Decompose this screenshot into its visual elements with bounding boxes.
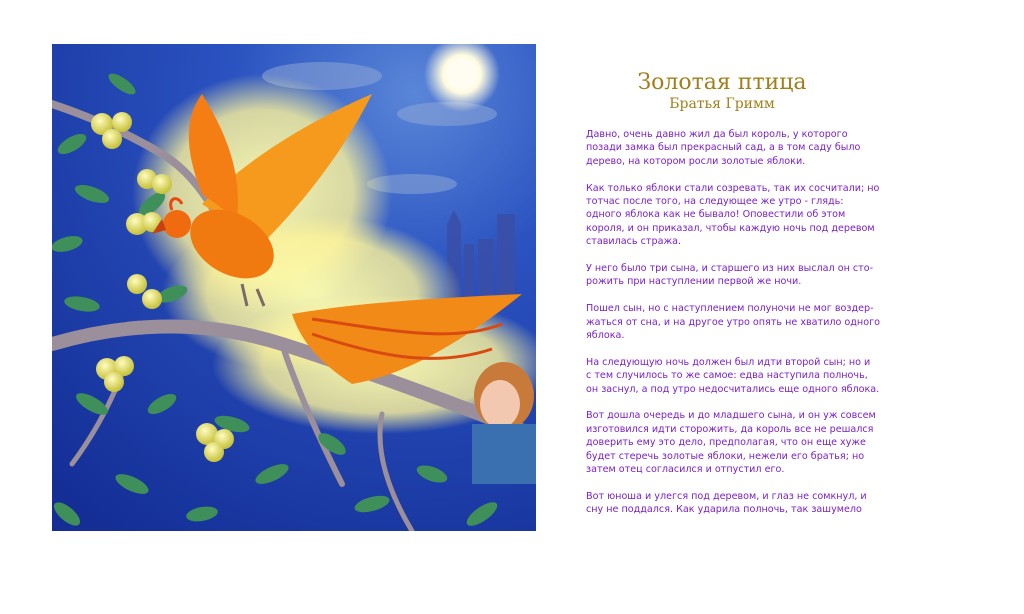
story-column <box>586 70 886 530</box>
paragraph: Как только яблоки стали созревать, так их сосчитали; но тотчас после того, на следующее же утро - глядь: одного яблока как не бывало! Оповестили об этом короля, и он приказал, чтобы каждую ночь под деревом ставилась стража. <box>586 182 880 248</box>
paragraph: Давно, очень давно жил да был король, у которого позади замка был прекрасный сад, а в том саду было дерево, на котором росли золотые яблоки. <box>586 129 861 167</box>
moon-core <box>446 58 478 90</box>
illustration-golden-bird <box>52 44 536 531</box>
page-title: Золотая птица <box>637 70 807 95</box>
paragraph: Вот дошла очередь и до младшего сына, и он уж совсем изготовился идти сторожить, да король все не решался доверить ему это дело, предполагая, что он еще хуже будет стеречь золотые яблоки, нежели его братья; но затем отец согласился и отпустил его. <box>586 410 876 476</box>
paragraph: На следующую ночь должен был идти второй сын; но и с тем случилось то же самое: едва наступила полночь, он заснул, а под утро недосчитались еще одного яблока. <box>586 356 880 395</box>
bird-head <box>163 210 191 238</box>
story-text <box>586 128 886 517</box>
paragraph: Вот юноша и улегся под деревом, и глаз не сомкнул, и сну не поддался. Как ударила полночь, так зашумело <box>586 490 867 516</box>
paragraph: У него было три сына, и старшего из них выслал он сто- рожить при наступлении первой же ночи. <box>586 263 874 288</box>
author-name: Братья Гримм <box>669 96 775 112</box>
paragraph: Пошел сын, но с наступлением полуночи не мог воздер- жаться от сна, и на другое утро опять не хватило одного яблока. <box>586 303 880 342</box>
